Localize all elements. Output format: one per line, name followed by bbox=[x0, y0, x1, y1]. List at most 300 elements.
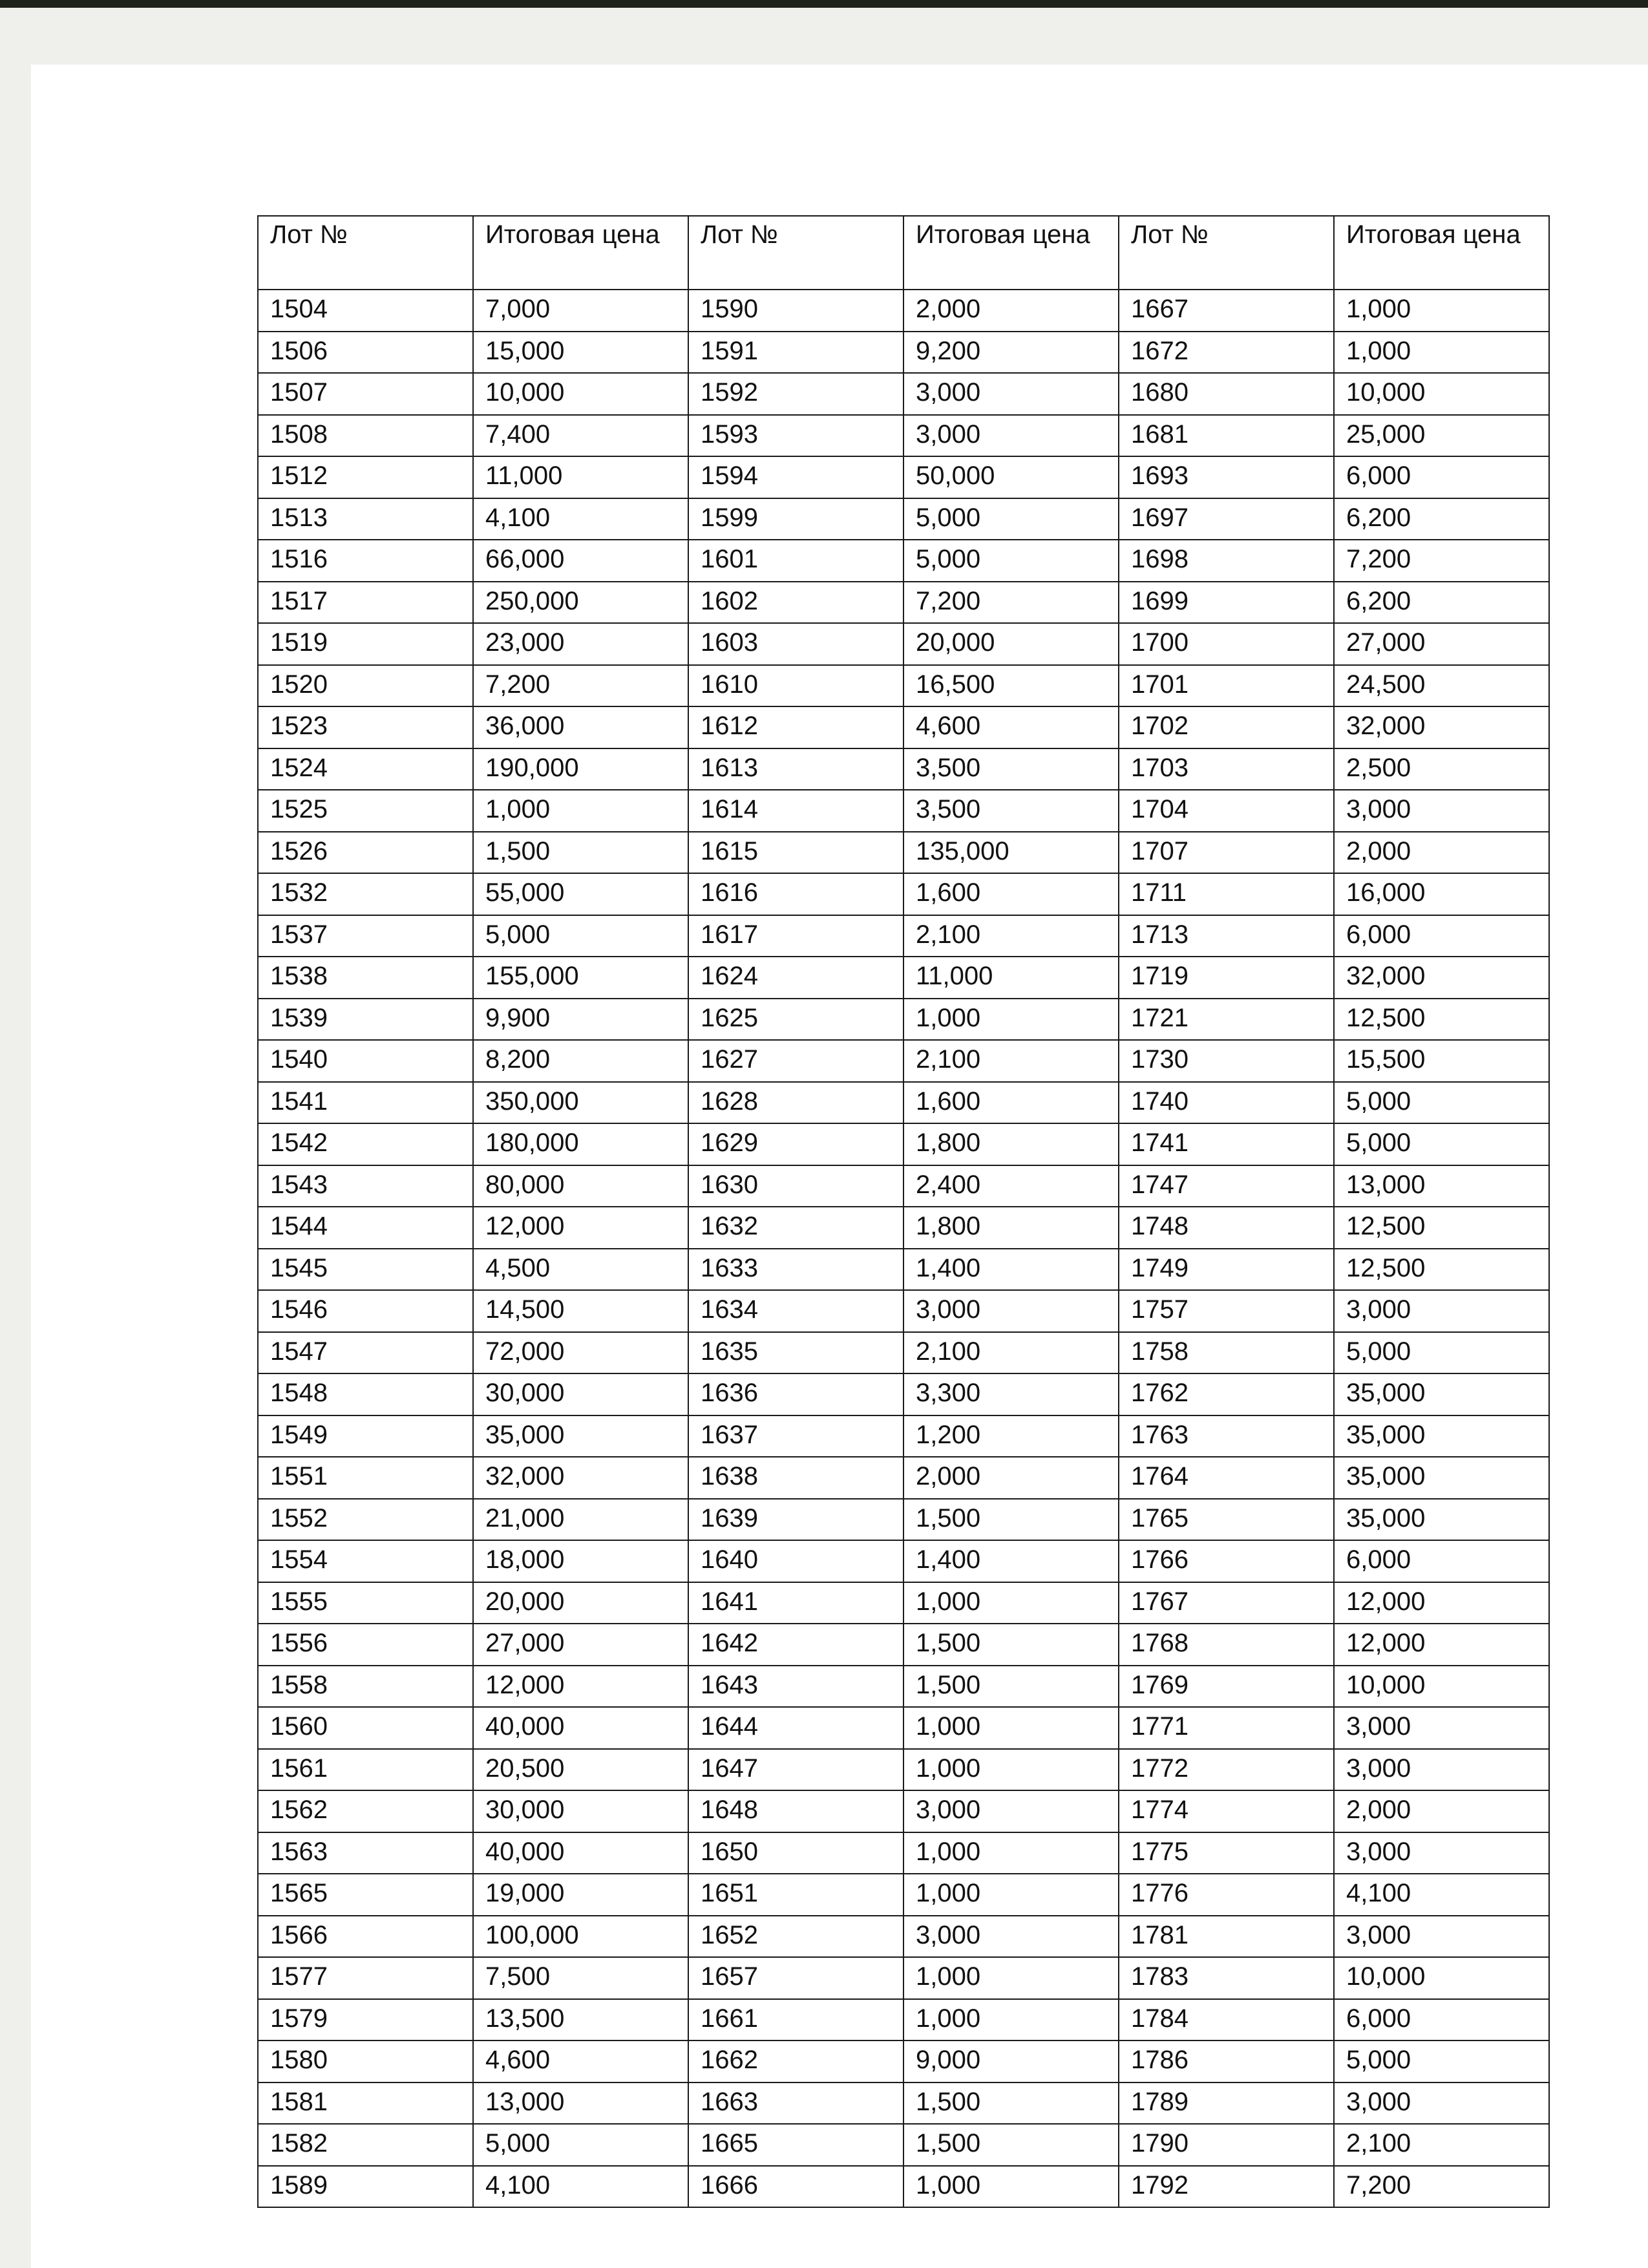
final-price-cell: 16,500 bbox=[903, 665, 1119, 707]
final-price-cell: 35,000 bbox=[1334, 1499, 1549, 1541]
table-row bbox=[258, 1540, 1549, 1582]
table-row bbox=[258, 540, 1549, 582]
lot-number-cell: 1543 bbox=[258, 1165, 473, 1207]
table-row bbox=[258, 957, 1549, 999]
final-price-cell: 3,000 bbox=[903, 1290, 1119, 1332]
lot-number-cell: 1637 bbox=[688, 1415, 903, 1457]
final-price-cell: 3,000 bbox=[1334, 2083, 1549, 2125]
lot-number-cell: 1672 bbox=[1119, 332, 1334, 374]
final-price-cell: 20,000 bbox=[473, 1582, 688, 1624]
lot-number-cell: 1602 bbox=[688, 582, 903, 624]
final-price-cell: 32,000 bbox=[1334, 706, 1549, 748]
final-price-cell: 2,000 bbox=[1334, 832, 1549, 874]
lot-number-cell: 1784 bbox=[1119, 1999, 1334, 2041]
final-price-cell: 100,000 bbox=[473, 1916, 688, 1958]
final-price-cell: 5,000 bbox=[1334, 1332, 1549, 1374]
lot-number-cell: 1555 bbox=[258, 1582, 473, 1624]
table-row bbox=[258, 1249, 1549, 1291]
final-price-cell: 1,000 bbox=[903, 1874, 1119, 1916]
final-price-cell: 2,000 bbox=[903, 1457, 1119, 1499]
final-price-cell: 10,000 bbox=[1334, 373, 1549, 415]
final-price-cell: 1,000 bbox=[903, 1832, 1119, 1874]
table-row bbox=[258, 1123, 1549, 1165]
final-price-cell: 3,000 bbox=[1334, 1832, 1549, 1874]
final-price-cell: 3,000 bbox=[1334, 1707, 1549, 1749]
table-row bbox=[258, 873, 1549, 915]
final-price-cell: 66,000 bbox=[473, 540, 688, 582]
lot-number-cell: 1665 bbox=[688, 2124, 903, 2166]
lot-number-cell: 1767 bbox=[1119, 1582, 1334, 1624]
final-price-cell: 1,600 bbox=[903, 873, 1119, 915]
lot-number-cell: 1566 bbox=[258, 1916, 473, 1958]
lot-number-cell: 1792 bbox=[1119, 2166, 1334, 2208]
table-row bbox=[258, 2040, 1549, 2083]
final-price-cell: 35,000 bbox=[1334, 1373, 1549, 1415]
final-price-cell: 35,000 bbox=[1334, 1457, 1549, 1499]
lot-number-cell: 1652 bbox=[688, 1916, 903, 1958]
lot-number-cell: 1700 bbox=[1119, 623, 1334, 665]
table-row bbox=[258, 1666, 1549, 1708]
final-price-cell: 1,400 bbox=[903, 1249, 1119, 1291]
table-row bbox=[258, 1040, 1549, 1082]
table-row bbox=[258, 1457, 1549, 1499]
table-row bbox=[258, 915, 1549, 957]
lot-number-cell: 1632 bbox=[688, 1207, 903, 1249]
final-price-cell: 2,100 bbox=[1334, 2124, 1549, 2166]
lot-number-cell: 1702 bbox=[1119, 706, 1334, 748]
lot-number-cell: 1616 bbox=[688, 873, 903, 915]
table-row bbox=[258, 332, 1549, 374]
lot-number-cell: 1508 bbox=[258, 415, 473, 457]
final-price-cell: 6,000 bbox=[1334, 1999, 1549, 2041]
lot-number-cell: 1766 bbox=[1119, 1540, 1334, 1582]
final-price-cell: 12,500 bbox=[1334, 999, 1549, 1041]
lot-number-cell: 1721 bbox=[1119, 999, 1334, 1041]
table-row bbox=[258, 2083, 1549, 2125]
lot-number-cell: 1504 bbox=[258, 290, 473, 332]
table-row bbox=[258, 1624, 1549, 1666]
final-price-cell: 3,000 bbox=[903, 1916, 1119, 1958]
final-price-cell: 3,000 bbox=[903, 1790, 1119, 1832]
lot-number-cell: 1774 bbox=[1119, 1790, 1334, 1832]
lot-number-cell: 1644 bbox=[688, 1707, 903, 1749]
lot-number-cell: 1680 bbox=[1119, 373, 1334, 415]
final-price-header: Итоговая цена bbox=[1334, 216, 1549, 290]
lot-number-cell: 1697 bbox=[1119, 498, 1334, 540]
final-price-cell: 4,600 bbox=[903, 706, 1119, 748]
lot-number-cell: 1740 bbox=[1119, 1082, 1334, 1124]
final-price-cell: 10,000 bbox=[473, 373, 688, 415]
lot-number-cell: 1641 bbox=[688, 1582, 903, 1624]
lot-number-cell: 1513 bbox=[258, 498, 473, 540]
lot-number-cell: 1542 bbox=[258, 1123, 473, 1165]
lot-number-cell: 1512 bbox=[258, 456, 473, 498]
table-row bbox=[258, 1999, 1549, 2041]
lot-number-cell: 1707 bbox=[1119, 832, 1334, 874]
table-row bbox=[258, 1582, 1549, 1624]
final-price-cell: 1,600 bbox=[903, 1082, 1119, 1124]
final-price-cell: 7,200 bbox=[1334, 2166, 1549, 2208]
lot-number-cell: 1516 bbox=[258, 540, 473, 582]
final-price-cell: 1,000 bbox=[903, 1999, 1119, 2041]
final-price-cell: 35,000 bbox=[473, 1415, 688, 1457]
table-row bbox=[258, 1415, 1549, 1457]
lot-number-cell: 1667 bbox=[1119, 290, 1334, 332]
final-price-cell: 40,000 bbox=[473, 1832, 688, 1874]
table-row bbox=[258, 1916, 1549, 1958]
lot-number-cell: 1663 bbox=[688, 2083, 903, 2125]
final-price-cell: 180,000 bbox=[473, 1123, 688, 1165]
final-price-cell: 5,000 bbox=[473, 2124, 688, 2166]
final-price-cell: 1,000 bbox=[903, 1582, 1119, 1624]
lot-number-header: Лот № bbox=[258, 216, 473, 290]
lot-number-cell: 1561 bbox=[258, 1749, 473, 1791]
lot-number-cell: 1775 bbox=[1119, 1832, 1334, 1874]
lot-number-cell: 1681 bbox=[1119, 415, 1334, 457]
final-price-cell: 1,000 bbox=[473, 790, 688, 832]
final-price-cell: 25,000 bbox=[1334, 415, 1549, 457]
lot-number-cell: 1594 bbox=[688, 456, 903, 498]
lot-number-cell: 1579 bbox=[258, 1999, 473, 2041]
lot-number-header: Лот № bbox=[1119, 216, 1334, 290]
lot-number-cell: 1517 bbox=[258, 582, 473, 624]
lot-number-cell: 1639 bbox=[688, 1499, 903, 1541]
lot-number-cell: 1614 bbox=[688, 790, 903, 832]
lot-number-cell: 1635 bbox=[688, 1332, 903, 1374]
table-row bbox=[258, 1874, 1549, 1916]
table-row bbox=[258, 1373, 1549, 1415]
final-price-cell: 6,200 bbox=[1334, 498, 1549, 540]
final-price-cell: 5,000 bbox=[903, 498, 1119, 540]
lot-number-cell: 1647 bbox=[688, 1749, 903, 1791]
lot-number-cell: 1540 bbox=[258, 1040, 473, 1082]
lot-number-cell: 1563 bbox=[258, 1832, 473, 1874]
lot-number-cell: 1549 bbox=[258, 1415, 473, 1457]
final-price-cell: 7,200 bbox=[903, 582, 1119, 624]
lot-number-cell: 1537 bbox=[258, 915, 473, 957]
final-price-cell: 20,500 bbox=[473, 1749, 688, 1791]
lot-results-table bbox=[257, 215, 1550, 2208]
final-price-cell: 4,100 bbox=[1334, 1874, 1549, 1916]
lot-number-cell: 1636 bbox=[688, 1373, 903, 1415]
final-price-cell: 3,000 bbox=[1334, 1749, 1549, 1791]
lot-number-cell: 1547 bbox=[258, 1332, 473, 1374]
scan-border-top bbox=[0, 0, 1648, 8]
final-price-cell: 35,000 bbox=[1334, 1415, 1549, 1457]
final-price-cell: 1,500 bbox=[903, 1666, 1119, 1708]
final-price-cell: 3,300 bbox=[903, 1373, 1119, 1415]
lot-number-cell: 1703 bbox=[1119, 748, 1334, 790]
lot-number-cell: 1790 bbox=[1119, 2124, 1334, 2166]
table-row bbox=[258, 1332, 1549, 1374]
lot-number-cell: 1554 bbox=[258, 1540, 473, 1582]
table-row bbox=[258, 790, 1549, 832]
lot-number-cell: 1640 bbox=[688, 1540, 903, 1582]
final-price-cell: 55,000 bbox=[473, 873, 688, 915]
final-price-cell: 19,000 bbox=[473, 1874, 688, 1916]
final-price-cell: 32,000 bbox=[473, 1457, 688, 1499]
table-row bbox=[258, 290, 1549, 332]
final-price-cell: 2,100 bbox=[903, 1332, 1119, 1374]
lot-number-cell: 1545 bbox=[258, 1249, 473, 1291]
final-price-cell: 5,000 bbox=[903, 540, 1119, 582]
final-price-cell: 9,200 bbox=[903, 332, 1119, 374]
lot-number-cell: 1771 bbox=[1119, 1707, 1334, 1749]
final-price-cell: 15,500 bbox=[1334, 1040, 1549, 1082]
table-row bbox=[258, 623, 1549, 665]
lot-number-cell: 1591 bbox=[688, 332, 903, 374]
table-row bbox=[258, 456, 1549, 498]
final-price-cell: 36,000 bbox=[473, 706, 688, 748]
lot-number-cell: 1592 bbox=[688, 373, 903, 415]
lot-number-cell: 1546 bbox=[258, 1290, 473, 1332]
lot-number-cell: 1615 bbox=[688, 832, 903, 874]
final-price-cell: 5,000 bbox=[1334, 2040, 1549, 2083]
final-price-cell: 1,800 bbox=[903, 1207, 1119, 1249]
lot-number-cell: 1699 bbox=[1119, 582, 1334, 624]
final-price-cell: 6,000 bbox=[1334, 456, 1549, 498]
final-price-cell: 3,500 bbox=[903, 790, 1119, 832]
lot-number-cell: 1565 bbox=[258, 1874, 473, 1916]
lot-number-cell: 1525 bbox=[258, 790, 473, 832]
lot-number-cell: 1764 bbox=[1119, 1457, 1334, 1499]
final-price-cell: 13,000 bbox=[1334, 1165, 1549, 1207]
lot-number-cell: 1765 bbox=[1119, 1499, 1334, 1541]
lot-number-cell: 1786 bbox=[1119, 2040, 1334, 2083]
lot-number-cell: 1613 bbox=[688, 748, 903, 790]
final-price-cell: 1,500 bbox=[473, 832, 688, 874]
lot-number-cell: 1661 bbox=[688, 1999, 903, 2041]
lot-number-cell: 1532 bbox=[258, 873, 473, 915]
lot-number-cell: 1625 bbox=[688, 999, 903, 1041]
lot-number-cell: 1747 bbox=[1119, 1165, 1334, 1207]
final-price-cell: 10,000 bbox=[1334, 1957, 1549, 1999]
final-price-cell: 11,000 bbox=[903, 957, 1119, 999]
final-price-cell: 350,000 bbox=[473, 1082, 688, 1124]
final-price-cell: 3,000 bbox=[1334, 1916, 1549, 1958]
lot-number-cell: 1713 bbox=[1119, 915, 1334, 957]
lot-number-cell: 1748 bbox=[1119, 1207, 1334, 1249]
final-price-cell: 30,000 bbox=[473, 1790, 688, 1832]
lot-number-cell: 1580 bbox=[258, 2040, 473, 2083]
final-price-cell: 30,000 bbox=[473, 1373, 688, 1415]
lot-number-cell: 1783 bbox=[1119, 1957, 1334, 1999]
final-price-cell: 4,100 bbox=[473, 498, 688, 540]
final-price-cell: 14,500 bbox=[473, 1290, 688, 1332]
lot-number-cell: 1544 bbox=[258, 1207, 473, 1249]
table-row bbox=[258, 498, 1549, 540]
final-price-cell: 18,000 bbox=[473, 1540, 688, 1582]
lot-number-cell: 1524 bbox=[258, 748, 473, 790]
lot-number-cell: 1541 bbox=[258, 1082, 473, 1124]
lot-number-cell: 1776 bbox=[1119, 1874, 1334, 1916]
table-row bbox=[258, 1707, 1549, 1749]
final-price-cell: 9,000 bbox=[903, 2040, 1119, 2083]
lot-number-cell: 1617 bbox=[688, 915, 903, 957]
final-price-cell: 1,000 bbox=[1334, 332, 1549, 374]
lot-number-cell: 1704 bbox=[1119, 790, 1334, 832]
final-price-cell: 9,900 bbox=[473, 999, 688, 1041]
final-price-cell: 5,000 bbox=[473, 915, 688, 957]
final-price-cell: 16,000 bbox=[1334, 873, 1549, 915]
lot-number-cell: 1648 bbox=[688, 1790, 903, 1832]
lot-number-cell: 1603 bbox=[688, 623, 903, 665]
lot-number-cell: 1698 bbox=[1119, 540, 1334, 582]
lot-number-cell: 1769 bbox=[1119, 1666, 1334, 1708]
table-row bbox=[258, 2166, 1549, 2208]
final-price-cell: 7,400 bbox=[473, 415, 688, 457]
lot-number-cell: 1556 bbox=[258, 1624, 473, 1666]
lot-number-cell: 1763 bbox=[1119, 1415, 1334, 1457]
lot-number-cell: 1601 bbox=[688, 540, 903, 582]
lot-number-cell: 1581 bbox=[258, 2083, 473, 2125]
final-price-cell: 12,000 bbox=[1334, 1582, 1549, 1624]
final-price-cell: 3,000 bbox=[1334, 1290, 1549, 1332]
lot-number-cell: 1662 bbox=[688, 2040, 903, 2083]
lot-number-cell: 1507 bbox=[258, 373, 473, 415]
final-price-cell: 1,500 bbox=[903, 1624, 1119, 1666]
lot-number-cell: 1741 bbox=[1119, 1123, 1334, 1165]
table-row bbox=[258, 832, 1549, 874]
final-price-cell: 13,500 bbox=[473, 1999, 688, 2041]
final-price-cell: 3,000 bbox=[903, 373, 1119, 415]
lot-number-cell: 1630 bbox=[688, 1165, 903, 1207]
final-price-cell: 5,000 bbox=[1334, 1123, 1549, 1165]
final-price-cell: 12,000 bbox=[473, 1666, 688, 1708]
lot-number-cell: 1624 bbox=[688, 957, 903, 999]
final-price-cell: 8,200 bbox=[473, 1040, 688, 1082]
lot-number-cell: 1730 bbox=[1119, 1040, 1334, 1082]
lot-number-cell: 1772 bbox=[1119, 1749, 1334, 1791]
final-price-cell: 27,000 bbox=[1334, 623, 1549, 665]
lot-number-cell: 1520 bbox=[258, 665, 473, 707]
lot-number-cell: 1551 bbox=[258, 1457, 473, 1499]
final-price-cell: 50,000 bbox=[903, 456, 1119, 498]
final-price-cell: 27,000 bbox=[473, 1624, 688, 1666]
final-price-cell: 1,000 bbox=[903, 2166, 1119, 2208]
final-price-cell: 80,000 bbox=[473, 1165, 688, 1207]
lot-number-cell: 1593 bbox=[688, 415, 903, 457]
lot-number-cell: 1633 bbox=[688, 1249, 903, 1291]
table-row bbox=[258, 999, 1549, 1041]
final-price-cell: 1,400 bbox=[903, 1540, 1119, 1582]
final-price-cell: 12,500 bbox=[1334, 1207, 1549, 1249]
table-row bbox=[258, 373, 1549, 415]
table-row bbox=[258, 1749, 1549, 1791]
final-price-cell: 250,000 bbox=[473, 582, 688, 624]
lot-number-cell: 1628 bbox=[688, 1082, 903, 1124]
final-price-cell: 135,000 bbox=[903, 832, 1119, 874]
final-price-cell: 7,200 bbox=[1334, 540, 1549, 582]
lot-number-cell: 1582 bbox=[258, 2124, 473, 2166]
final-price-cell: 7,500 bbox=[473, 1957, 688, 1999]
header-row bbox=[258, 216, 1549, 290]
table-row bbox=[258, 665, 1549, 707]
final-price-cell: 190,000 bbox=[473, 748, 688, 790]
lot-number-cell: 1643 bbox=[688, 1666, 903, 1708]
final-price-cell: 6,200 bbox=[1334, 582, 1549, 624]
table-row bbox=[258, 2124, 1549, 2166]
final-price-cell: 1,000 bbox=[903, 999, 1119, 1041]
table-row bbox=[258, 1832, 1549, 1874]
final-price-cell: 3,000 bbox=[903, 415, 1119, 457]
lot-number-cell: 1560 bbox=[258, 1707, 473, 1749]
table-row bbox=[258, 1165, 1549, 1207]
final-price-cell: 4,100 bbox=[473, 2166, 688, 2208]
final-price-cell: 1,000 bbox=[903, 1707, 1119, 1749]
final-price-cell: 4,600 bbox=[473, 2040, 688, 2083]
lot-number-cell: 1650 bbox=[688, 1832, 903, 1874]
lot-number-cell: 1768 bbox=[1119, 1624, 1334, 1666]
final-price-cell: 40,000 bbox=[473, 1707, 688, 1749]
final-price-cell: 10,000 bbox=[1334, 1666, 1549, 1708]
lot-number-cell: 1523 bbox=[258, 706, 473, 748]
lot-number-cell: 1627 bbox=[688, 1040, 903, 1082]
final-price-cell: 24,500 bbox=[1334, 665, 1549, 707]
final-price-cell: 12,000 bbox=[473, 1207, 688, 1249]
final-price-cell: 1,800 bbox=[903, 1123, 1119, 1165]
lot-number-cell: 1539 bbox=[258, 999, 473, 1041]
final-price-cell: 12,500 bbox=[1334, 1249, 1549, 1291]
final-price-cell: 12,000 bbox=[1334, 1624, 1549, 1666]
table-row bbox=[258, 1790, 1549, 1832]
lot-number-cell: 1711 bbox=[1119, 873, 1334, 915]
table-row bbox=[258, 1207, 1549, 1249]
final-price-cell: 2,100 bbox=[903, 1040, 1119, 1082]
table-row bbox=[258, 1957, 1549, 1999]
final-price-cell: 1,200 bbox=[903, 1415, 1119, 1457]
lot-number-cell: 1506 bbox=[258, 332, 473, 374]
lot-number-cell: 1666 bbox=[688, 2166, 903, 2208]
final-price-cell: 2,500 bbox=[1334, 748, 1549, 790]
final-price-cell: 6,000 bbox=[1334, 1540, 1549, 1582]
table-row bbox=[258, 1290, 1549, 1332]
final-price-cell: 1,000 bbox=[903, 1749, 1119, 1791]
lot-number-cell: 1701 bbox=[1119, 665, 1334, 707]
table-row bbox=[258, 415, 1549, 457]
lot-number-cell: 1719 bbox=[1119, 957, 1334, 999]
lot-number-cell: 1758 bbox=[1119, 1332, 1334, 1374]
table-row bbox=[258, 1499, 1549, 1541]
lot-number-cell: 1781 bbox=[1119, 1916, 1334, 1958]
lot-number-cell: 1610 bbox=[688, 665, 903, 707]
table-body bbox=[258, 290, 1549, 2207]
lot-number-cell: 1693 bbox=[1119, 456, 1334, 498]
lot-number-cell: 1577 bbox=[258, 1957, 473, 1999]
lot-number-cell: 1589 bbox=[258, 2166, 473, 2208]
final-price-cell: 11,000 bbox=[473, 456, 688, 498]
final-price-cell: 155,000 bbox=[473, 957, 688, 999]
table-row bbox=[258, 748, 1549, 790]
lot-number-cell: 1638 bbox=[688, 1457, 903, 1499]
final-price-cell: 2,000 bbox=[903, 290, 1119, 332]
final-price-cell: 1,000 bbox=[1334, 290, 1549, 332]
lot-number-cell: 1612 bbox=[688, 706, 903, 748]
lot-number-cell: 1558 bbox=[258, 1666, 473, 1708]
lot-number-cell: 1629 bbox=[688, 1123, 903, 1165]
final-price-cell: 1,500 bbox=[903, 2083, 1119, 2125]
final-price-cell: 2,400 bbox=[903, 1165, 1119, 1207]
lot-number-cell: 1651 bbox=[688, 1874, 903, 1916]
final-price-cell: 1,500 bbox=[903, 1499, 1119, 1541]
final-price-cell: 3,500 bbox=[903, 748, 1119, 790]
lot-number-cell: 1757 bbox=[1119, 1290, 1334, 1332]
final-price-cell: 32,000 bbox=[1334, 957, 1549, 999]
lot-number-cell: 1548 bbox=[258, 1373, 473, 1415]
lot-number-cell: 1657 bbox=[688, 1957, 903, 1999]
lot-number-cell: 1749 bbox=[1119, 1249, 1334, 1291]
lot-number-header: Лот № bbox=[688, 216, 903, 290]
